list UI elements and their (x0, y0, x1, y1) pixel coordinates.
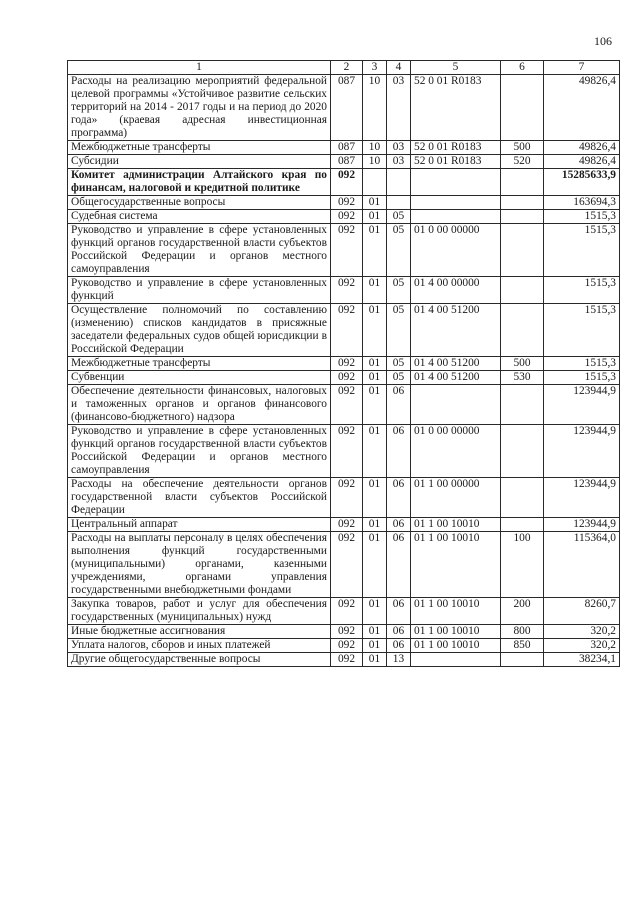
section-code-cell: 01 (363, 478, 387, 518)
header-cell: 1 (68, 61, 331, 75)
table-row (68, 518, 620, 532)
section-code-cell: 01 (363, 625, 387, 639)
target-article-cell (411, 196, 501, 210)
admin-code-cell: 092 (331, 371, 363, 385)
target-article-cell: 52 0 01 R0183 (411, 155, 501, 169)
table-row (68, 371, 620, 385)
admin-code-cell: 092 (331, 639, 363, 653)
item-name-cell: Расходы на обеспечение деятельности органов государственной власти субъектов Российской Федерации (68, 478, 331, 518)
amount-cell: 1515,3 (544, 304, 620, 357)
amount-cell: 123944,9 (544, 385, 620, 425)
expense-type-cell: 850 (501, 639, 544, 653)
amount-cell: 49826,4 (544, 75, 620, 141)
subsection-code-cell: 03 (387, 75, 411, 141)
expense-type-cell: 530 (501, 371, 544, 385)
subsection-code-cell: 06 (387, 532, 411, 598)
table-row (68, 196, 620, 210)
admin-code-cell: 092 (331, 357, 363, 371)
subsection-code-cell: 06 (387, 425, 411, 478)
amount-cell: 1515,3 (544, 224, 620, 277)
table-row (68, 210, 620, 224)
amount-cell: 320,2 (544, 639, 620, 653)
amount-cell: 15285633,9 (544, 169, 620, 196)
target-article-cell: 01 4 00 51200 (411, 357, 501, 371)
item-name-cell: Центральный аппарат (68, 518, 331, 532)
target-article-cell: 01 4 00 51200 (411, 304, 501, 357)
table-row (68, 639, 620, 653)
section-code-cell: 01 (363, 385, 387, 425)
table-row (68, 532, 620, 598)
table-row (68, 653, 620, 667)
amount-cell: 38234,1 (544, 653, 620, 667)
amount-cell: 1515,3 (544, 277, 620, 304)
table-row (68, 598, 620, 625)
subsection-code-cell: 06 (387, 598, 411, 625)
item-name-cell: Руководство и управление в сфере установленных функций органов государственной власти субъектов Российской Федерации и органов местного самоуправления (68, 224, 331, 277)
admin-code-cell: 092 (331, 385, 363, 425)
target-article-cell: 52 0 01 R0183 (411, 141, 501, 155)
target-article-cell: 01 1 00 10010 (411, 625, 501, 639)
expense-type-cell (501, 385, 544, 425)
target-article-cell: 01 1 00 10010 (411, 639, 501, 653)
target-article-cell: 01 0 00 00000 (411, 425, 501, 478)
item-name-cell: Другие общегосударственные вопросы (68, 653, 331, 667)
subsection-code-cell: 05 (387, 224, 411, 277)
subsection-code-cell: 06 (387, 478, 411, 518)
admin-code-cell: 087 (331, 75, 363, 141)
header-cell: 3 (363, 61, 387, 75)
subsection-code-cell: 05 (387, 277, 411, 304)
header-cell: 6 (501, 61, 544, 75)
target-article-cell: 01 1 00 00000 (411, 478, 501, 518)
subsection-code-cell: 13 (387, 653, 411, 667)
expense-type-cell (501, 210, 544, 224)
header-row (68, 61, 620, 75)
admin-code-cell: 092 (331, 210, 363, 224)
admin-code-cell: 092 (331, 277, 363, 304)
admin-code-cell: 092 (331, 625, 363, 639)
amount-cell: 320,2 (544, 625, 620, 639)
section-code-cell: 01 (363, 196, 387, 210)
table-row (68, 141, 620, 155)
page-number: 106 (594, 34, 612, 48)
table-row (68, 155, 620, 169)
header-cell: 2 (331, 61, 363, 75)
admin-code-cell: 092 (331, 653, 363, 667)
admin-code-cell: 092 (331, 169, 363, 196)
section-code-cell: 01 (363, 304, 387, 357)
expense-type-cell: 800 (501, 625, 544, 639)
amount-cell: 1515,3 (544, 371, 620, 385)
expense-type-cell: 200 (501, 598, 544, 625)
target-article-cell (411, 210, 501, 224)
header-cell: 4 (387, 61, 411, 75)
subsection-code-cell: 05 (387, 210, 411, 224)
amount-cell: 49826,4 (544, 141, 620, 155)
section-code-cell: 10 (363, 141, 387, 155)
subsection-code-cell (387, 196, 411, 210)
section-code-cell: 10 (363, 155, 387, 169)
subsection-code-cell (387, 169, 411, 196)
expense-type-cell (501, 75, 544, 141)
subsection-code-cell: 05 (387, 357, 411, 371)
table-row (68, 425, 620, 478)
subsection-code-cell: 03 (387, 141, 411, 155)
item-name-cell: Судебная система (68, 210, 331, 224)
subsection-code-cell: 05 (387, 371, 411, 385)
item-name-cell: Общегосударственные вопросы (68, 196, 331, 210)
subsection-code-cell: 06 (387, 518, 411, 532)
item-name-cell: Межбюджетные трансферты (68, 357, 331, 371)
expense-type-cell (501, 304, 544, 357)
budget-table (67, 60, 620, 667)
amount-cell: 1515,3 (544, 210, 620, 224)
expense-type-cell (501, 169, 544, 196)
expense-type-cell: 500 (501, 357, 544, 371)
item-name-cell: Руководство и управление в сфере установленных функций органов государственной власти субъектов Российской Федерации и органов местного самоуправления (68, 425, 331, 478)
table-row (68, 357, 620, 371)
expense-type-cell (501, 277, 544, 304)
amount-cell: 1515,3 (544, 357, 620, 371)
amount-cell: 163694,3 (544, 196, 620, 210)
section-code-cell: 01 (363, 598, 387, 625)
amount-cell: 123944,9 (544, 478, 620, 518)
section-code-cell: 10 (363, 75, 387, 141)
expense-type-cell (501, 478, 544, 518)
admin-code-cell: 092 (331, 518, 363, 532)
subsection-code-cell: 06 (387, 385, 411, 425)
table-row (68, 478, 620, 518)
item-name-cell: Закупка товаров, работ и услуг для обеспечения государственных (муниципальных) нужд (68, 598, 331, 625)
admin-code-cell: 087 (331, 155, 363, 169)
expense-type-cell (501, 196, 544, 210)
header-cell: 5 (411, 61, 501, 75)
amount-cell: 8260,7 (544, 598, 620, 625)
amount-cell: 49826,4 (544, 155, 620, 169)
table-row (68, 169, 620, 196)
section-code-cell: 01 (363, 371, 387, 385)
expense-type-cell (501, 224, 544, 277)
section-code-cell: 01 (363, 224, 387, 277)
section-code-cell: 01 (363, 357, 387, 371)
item-name-cell: Обеспечение деятельности финансовых, налоговых и таможенных органов и органов финансового (финансово-бюджетного) надзора (68, 385, 331, 425)
expense-type-cell (501, 518, 544, 532)
amount-cell: 115364,0 (544, 532, 620, 598)
item-name-cell: Расходы на реализацию мероприятий федеральной целевой программы «Устойчивое развитие сельских территорий на 2014 - 2017 годы и на период до 2020 года» (краевая адресная инвестиционная программа) (68, 75, 331, 141)
expense-type-cell (501, 425, 544, 478)
target-article-cell: 01 1 00 10010 (411, 532, 501, 598)
target-article-cell: 01 1 00 10010 (411, 598, 501, 625)
section-code-cell: 01 (363, 653, 387, 667)
section-code-cell (363, 169, 387, 196)
table-row (68, 75, 620, 141)
subsection-code-cell: 06 (387, 639, 411, 653)
item-name-cell: Субсидии (68, 155, 331, 169)
target-article-cell: 01 0 00 00000 (411, 224, 501, 277)
target-article-cell (411, 169, 501, 196)
table-row (68, 277, 620, 304)
admin-code-cell: 092 (331, 478, 363, 518)
amount-cell: 123944,9 (544, 518, 620, 532)
table-row (68, 385, 620, 425)
section-code-cell: 01 (363, 425, 387, 478)
admin-code-cell: 092 (331, 196, 363, 210)
admin-code-cell: 092 (331, 598, 363, 625)
expense-type-cell (501, 653, 544, 667)
subsection-code-cell: 06 (387, 625, 411, 639)
table-row (68, 224, 620, 277)
admin-code-cell: 092 (331, 224, 363, 277)
item-name-cell: Субвенции (68, 371, 331, 385)
target-article-cell: 01 4 00 51200 (411, 371, 501, 385)
section-code-cell: 01 (363, 518, 387, 532)
item-name-cell: Осуществление полномочий по составлению (изменению) списков кандидатов в присяжные заседатели федеральных судов общей юрисдикции в Российской Федерации (68, 304, 331, 357)
section-code-cell: 01 (363, 277, 387, 304)
table-row (68, 625, 620, 639)
target-article-cell (411, 653, 501, 667)
amount-cell: 123944,9 (544, 425, 620, 478)
target-article-cell: 01 1 00 10010 (411, 518, 501, 532)
header-cell: 7 (544, 61, 620, 75)
item-name-cell: Руководство и управление в сфере установленных функций (68, 277, 331, 304)
subsection-code-cell: 05 (387, 304, 411, 357)
expense-type-cell: 520 (501, 155, 544, 169)
expense-type-cell: 100 (501, 532, 544, 598)
section-code-cell: 01 (363, 210, 387, 224)
admin-code-cell: 092 (331, 304, 363, 357)
admin-code-cell: 092 (331, 532, 363, 598)
item-name-cell: Иные бюджетные ассигнования (68, 625, 331, 639)
table-row (68, 304, 620, 357)
admin-code-cell: 092 (331, 425, 363, 478)
section-code-cell: 01 (363, 532, 387, 598)
subsection-code-cell: 03 (387, 155, 411, 169)
admin-code-cell: 087 (331, 141, 363, 155)
item-name-cell: Комитет администрации Алтайского края по финансам, налоговой и кредитной политике (68, 169, 331, 196)
target-article-cell: 01 4 00 00000 (411, 277, 501, 304)
target-article-cell: 52 0 01 R0183 (411, 75, 501, 141)
section-code-cell: 01 (363, 639, 387, 653)
target-article-cell (411, 385, 501, 425)
item-name-cell: Расходы на выплаты персоналу в целях обеспечения выполнения функций государственными (муниципальными) органами, казенными учреждениями, органами управления государственными внебюджетными фондами (68, 532, 331, 598)
item-name-cell: Межбюджетные трансферты (68, 141, 331, 155)
expense-type-cell: 500 (501, 141, 544, 155)
table-body (68, 75, 620, 667)
item-name-cell: Уплата налогов, сборов и иных платежей (68, 639, 331, 653)
